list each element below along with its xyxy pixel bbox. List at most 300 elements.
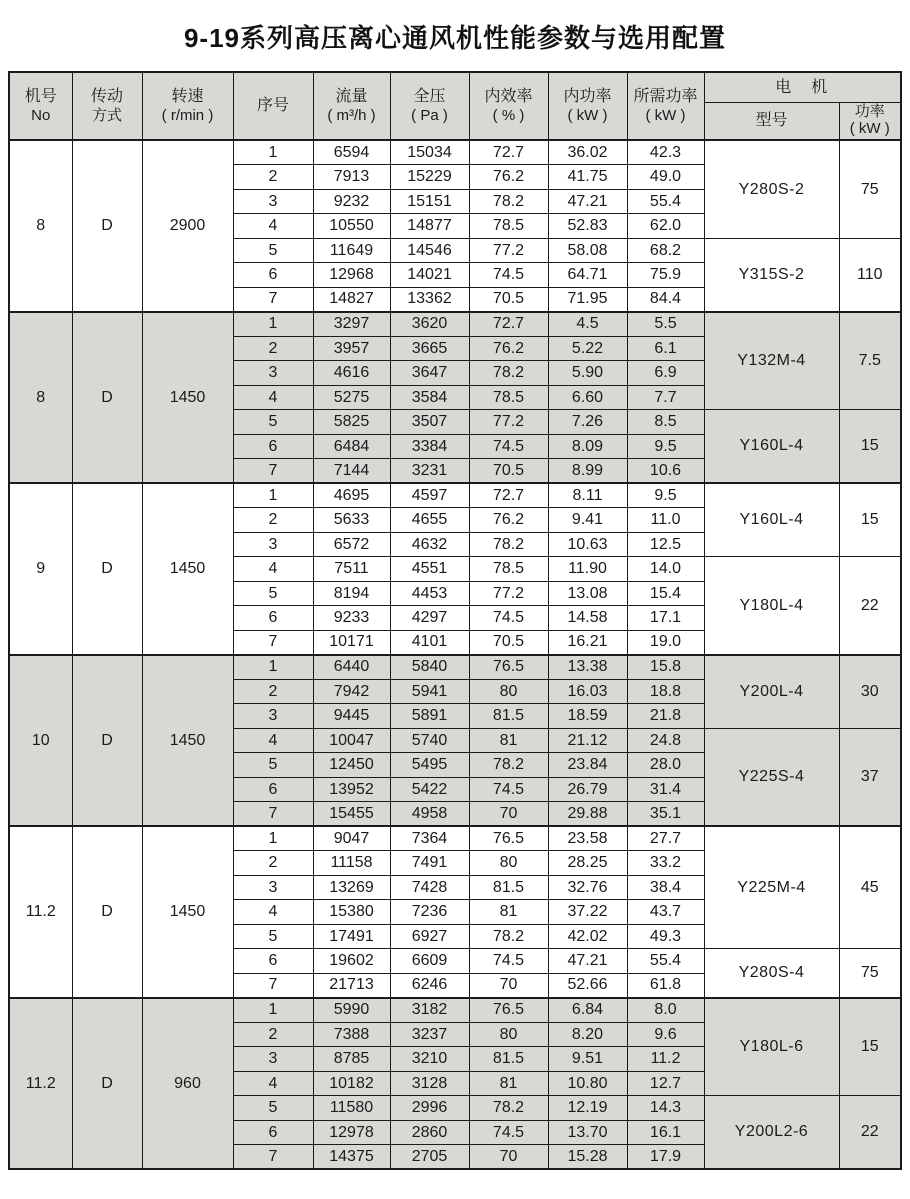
efficiency-cell: 81.5: [469, 1047, 548, 1072]
table-header: [9, 72, 901, 140]
efficiency-cell: 76.5: [469, 655, 548, 680]
required-power-cell: 38.4: [627, 875, 704, 900]
motor-power-cell: 75: [839, 949, 901, 998]
seq-cell: 6: [233, 949, 313, 974]
efficiency-cell: 78.2: [469, 753, 548, 778]
required-power-cell: 61.8: [627, 973, 704, 998]
total-pressure-cell: 15034: [390, 140, 469, 165]
internal-power-cell: 6.84: [548, 998, 627, 1023]
seq-cell: 1: [233, 998, 313, 1023]
total-pressure-cell: 15229: [390, 165, 469, 190]
drive-mode-cell: D: [72, 826, 142, 998]
seq-cell: 3: [233, 189, 313, 214]
efficiency-cell: 80: [469, 679, 548, 704]
internal-power-cell: 8.99: [548, 459, 627, 484]
required-power-cell: 28.0: [627, 753, 704, 778]
efficiency-cell: 81.5: [469, 704, 548, 729]
seq-cell: 1: [233, 312, 313, 337]
total-pressure-cell: 5840: [390, 655, 469, 680]
total-pressure-cell: 2860: [390, 1120, 469, 1145]
required-power-cell: 12.7: [627, 1071, 704, 1096]
required-power-cell: 14.3: [627, 1096, 704, 1121]
internal-power-cell: 16.03: [548, 679, 627, 704]
total-pressure-cell: 3231: [390, 459, 469, 484]
required-power-cell: 14.0: [627, 557, 704, 582]
header-drive-mode: 传动 方式: [72, 72, 142, 140]
seq-cell: 4: [233, 728, 313, 753]
drive-mode-cell: D: [72, 140, 142, 312]
internal-power-cell: 36.02: [548, 140, 627, 165]
flow-cell: 4616: [313, 361, 390, 386]
efficiency-cell: 77.2: [469, 238, 548, 263]
flow-cell: 19602: [313, 949, 390, 974]
internal-power-cell: 6.60: [548, 385, 627, 410]
efficiency-cell: 81.5: [469, 875, 548, 900]
header-motor-power: 功率 ( kW ): [839, 102, 901, 140]
required-power-cell: 62.0: [627, 214, 704, 239]
internal-power-cell: 64.71: [548, 263, 627, 288]
total-pressure-cell: 14546: [390, 238, 469, 263]
total-pressure-cell: 3210: [390, 1047, 469, 1072]
flow-cell: 17491: [313, 924, 390, 949]
total-pressure-cell: 3128: [390, 1071, 469, 1096]
flow-cell: 3297: [313, 312, 390, 337]
efficiency-cell: 77.2: [469, 410, 548, 435]
speed-cell: 1450: [142, 312, 233, 484]
drive-mode-cell: D: [72, 483, 142, 655]
total-pressure-cell: 3665: [390, 336, 469, 361]
flow-cell: 8785: [313, 1047, 390, 1072]
seq-cell: 3: [233, 361, 313, 386]
motor-power-cell: 15: [839, 410, 901, 484]
motor-power-cell: 22: [839, 1096, 901, 1170]
efficiency-cell: 78.5: [469, 214, 548, 239]
flow-cell: 6484: [313, 434, 390, 459]
efficiency-cell: 76.2: [469, 508, 548, 533]
total-pressure-cell: 4297: [390, 606, 469, 631]
efficiency-cell: 80: [469, 1022, 548, 1047]
flow-cell: 7388: [313, 1022, 390, 1047]
flow-cell: 7913: [313, 165, 390, 190]
internal-power-cell: 21.12: [548, 728, 627, 753]
flow-cell: 4695: [313, 483, 390, 508]
internal-power-cell: 5.22: [548, 336, 627, 361]
flow-cell: 10182: [313, 1071, 390, 1096]
efficiency-cell: 76.2: [469, 165, 548, 190]
total-pressure-cell: 4453: [390, 581, 469, 606]
seq-cell: 1: [233, 483, 313, 508]
flow-cell: 12978: [313, 1120, 390, 1145]
required-power-cell: 33.2: [627, 851, 704, 876]
efficiency-cell: 78.2: [469, 189, 548, 214]
speed-cell: 1450: [142, 483, 233, 655]
seq-cell: 1: [233, 655, 313, 680]
machine-no-cell: 11.2: [9, 826, 72, 998]
total-pressure-cell: 5891: [390, 704, 469, 729]
seq-cell: 2: [233, 679, 313, 704]
page-title: 9-19系列高压离心通风机性能参数与选用配置: [183, 23, 727, 53]
motor-power-cell: 22: [839, 557, 901, 655]
internal-power-cell: 14.58: [548, 606, 627, 631]
total-pressure-cell: 6609: [390, 949, 469, 974]
total-pressure-cell: 7236: [390, 900, 469, 925]
motor-power-cell: 15: [839, 483, 901, 557]
required-power-cell: 42.3: [627, 140, 704, 165]
speed-cell: 1450: [142, 655, 233, 827]
internal-power-cell: 5.90: [548, 361, 627, 386]
efficiency-cell: 74.5: [469, 1120, 548, 1145]
efficiency-cell: 81: [469, 1071, 548, 1096]
total-pressure-cell: 6246: [390, 973, 469, 998]
flow-cell: 3957: [313, 336, 390, 361]
required-power-cell: 15.8: [627, 655, 704, 680]
total-pressure-cell: 3584: [390, 385, 469, 410]
total-pressure-cell: 15151: [390, 189, 469, 214]
required-power-cell: 9.5: [627, 434, 704, 459]
flow-cell: 10550: [313, 214, 390, 239]
seq-cell: 7: [233, 630, 313, 655]
internal-power-cell: 28.25: [548, 851, 627, 876]
total-pressure-cell: 14877: [390, 214, 469, 239]
efficiency-cell: 78.2: [469, 924, 548, 949]
total-pressure-cell: 3647: [390, 361, 469, 386]
seq-cell: 4: [233, 900, 313, 925]
seq-cell: 6: [233, 434, 313, 459]
header-efficiency: 内效率 ( % ): [469, 72, 548, 140]
internal-power-cell: 12.19: [548, 1096, 627, 1121]
internal-power-cell: 58.08: [548, 238, 627, 263]
machine-no-cell: 11.2: [9, 998, 72, 1170]
required-power-cell: 68.2: [627, 238, 704, 263]
flow-cell: 9233: [313, 606, 390, 631]
internal-power-cell: 42.02: [548, 924, 627, 949]
required-power-cell: 17.1: [627, 606, 704, 631]
efficiency-cell: 72.7: [469, 140, 548, 165]
seq-cell: 3: [233, 704, 313, 729]
machine-no-cell: 10: [9, 655, 72, 827]
internal-power-cell: 11.90: [548, 557, 627, 582]
speed-cell: 1450: [142, 826, 233, 998]
required-power-cell: 43.7: [627, 900, 704, 925]
required-power-cell: 9.6: [627, 1022, 704, 1047]
total-pressure-cell: 4551: [390, 557, 469, 582]
total-pressure-cell: 7364: [390, 826, 469, 851]
flow-cell: 10171: [313, 630, 390, 655]
efficiency-cell: 81: [469, 728, 548, 753]
required-power-cell: 11.2: [627, 1047, 704, 1072]
seq-cell: 6: [233, 777, 313, 802]
seq-cell: 7: [233, 802, 313, 827]
seq-cell: 3: [233, 532, 313, 557]
seq-cell: 7: [233, 459, 313, 484]
motor-model-cell: Y200L-4: [704, 655, 839, 729]
internal-power-cell: 52.83: [548, 214, 627, 239]
seq-cell: 3: [233, 1047, 313, 1072]
efficiency-cell: 70: [469, 802, 548, 827]
internal-power-cell: 32.76: [548, 875, 627, 900]
flow-cell: 13269: [313, 875, 390, 900]
internal-power-cell: 4.5: [548, 312, 627, 337]
total-pressure-cell: 4958: [390, 802, 469, 827]
required-power-cell: 19.0: [627, 630, 704, 655]
header-internal-power: 内功率 ( kW ): [548, 72, 627, 140]
flow-cell: 5990: [313, 998, 390, 1023]
motor-model-cell: Y160L-4: [704, 410, 839, 484]
seq-cell: 5: [233, 410, 313, 435]
internal-power-cell: 8.20: [548, 1022, 627, 1047]
motor-power-cell: 15: [839, 998, 901, 1096]
drive-mode-cell: D: [72, 312, 142, 484]
flow-cell: 14375: [313, 1145, 390, 1170]
efficiency-cell: 76.5: [469, 826, 548, 851]
table-row: [9, 998, 901, 1023]
internal-power-cell: 10.63: [548, 532, 627, 557]
seq-cell: 7: [233, 1145, 313, 1170]
seq-cell: 2: [233, 165, 313, 190]
required-power-cell: 6.9: [627, 361, 704, 386]
seq-cell: 2: [233, 1022, 313, 1047]
required-power-cell: 24.8: [627, 728, 704, 753]
flow-cell: 7511: [313, 557, 390, 582]
table-row: [9, 826, 901, 851]
flow-cell: 6572: [313, 532, 390, 557]
required-power-cell: 55.4: [627, 189, 704, 214]
efficiency-cell: 80: [469, 851, 548, 876]
total-pressure-cell: 5740: [390, 728, 469, 753]
motor-model-cell: Y160L-4: [704, 483, 839, 557]
seq-cell: 2: [233, 851, 313, 876]
motor-power-cell: 7.5: [839, 312, 901, 410]
efficiency-cell: 81: [469, 900, 548, 925]
total-pressure-cell: 3384: [390, 434, 469, 459]
flow-cell: 15380: [313, 900, 390, 925]
flow-cell: 6594: [313, 140, 390, 165]
required-power-cell: 35.1: [627, 802, 704, 827]
internal-power-cell: 7.26: [548, 410, 627, 435]
drive-mode-cell: D: [72, 655, 142, 827]
seq-cell: 5: [233, 1096, 313, 1121]
flow-cell: 12450: [313, 753, 390, 778]
motor-power-cell: 110: [839, 238, 901, 312]
motor-model-cell: Y180L-6: [704, 998, 839, 1096]
internal-power-cell: 47.21: [548, 949, 627, 974]
internal-power-cell: 8.11: [548, 483, 627, 508]
internal-power-cell: 18.59: [548, 704, 627, 729]
header-machine-no: 机号 No: [9, 72, 72, 140]
seq-cell: 7: [233, 287, 313, 312]
seq-cell: 1: [233, 826, 313, 851]
required-power-cell: 12.5: [627, 532, 704, 557]
efficiency-cell: 76.2: [469, 336, 548, 361]
efficiency-cell: 74.5: [469, 434, 548, 459]
total-pressure-cell: 4101: [390, 630, 469, 655]
header-speed: 转速 ( r/min ): [142, 72, 233, 140]
required-power-cell: 8.5: [627, 410, 704, 435]
required-power-cell: 7.7: [627, 385, 704, 410]
flow-cell: 7144: [313, 459, 390, 484]
internal-power-cell: 9.41: [548, 508, 627, 533]
required-power-cell: 11.0: [627, 508, 704, 533]
internal-power-cell: 29.88: [548, 802, 627, 827]
seq-cell: 5: [233, 238, 313, 263]
flow-cell: 7942: [313, 679, 390, 704]
speed-cell: 2900: [142, 140, 233, 312]
efficiency-cell: 78.5: [469, 385, 548, 410]
internal-power-cell: 8.09: [548, 434, 627, 459]
internal-power-cell: 15.28: [548, 1145, 627, 1170]
efficiency-cell: 76.5: [469, 998, 548, 1023]
required-power-cell: 15.4: [627, 581, 704, 606]
efficiency-cell: 74.5: [469, 606, 548, 631]
seq-cell: 3: [233, 875, 313, 900]
required-power-cell: 10.6: [627, 459, 704, 484]
flow-cell: 15455: [313, 802, 390, 827]
internal-power-cell: 13.38: [548, 655, 627, 680]
internal-power-cell: 41.75: [548, 165, 627, 190]
total-pressure-cell: 14021: [390, 263, 469, 288]
internal-power-cell: 9.51: [548, 1047, 627, 1072]
seq-cell: 1: [233, 140, 313, 165]
required-power-cell: 8.0: [627, 998, 704, 1023]
efficiency-cell: 72.7: [469, 483, 548, 508]
required-power-cell: 49.3: [627, 924, 704, 949]
internal-power-cell: 47.21: [548, 189, 627, 214]
flow-cell: 5275: [313, 385, 390, 410]
total-pressure-cell: 5422: [390, 777, 469, 802]
required-power-cell: 27.7: [627, 826, 704, 851]
flow-cell: 6440: [313, 655, 390, 680]
seq-cell: 2: [233, 508, 313, 533]
total-pressure-cell: 4632: [390, 532, 469, 557]
required-power-cell: 75.9: [627, 263, 704, 288]
total-pressure-cell: 3620: [390, 312, 469, 337]
internal-power-cell: 13.08: [548, 581, 627, 606]
total-pressure-cell: 4597: [390, 483, 469, 508]
efficiency-cell: 70.5: [469, 630, 548, 655]
required-power-cell: 6.1: [627, 336, 704, 361]
seq-cell: 7: [233, 973, 313, 998]
flow-cell: 13952: [313, 777, 390, 802]
motor-model-cell: Y225M-4: [704, 826, 839, 949]
header-flow: 流量 ( m³/h ): [313, 72, 390, 140]
flow-cell: 10047: [313, 728, 390, 753]
total-pressure-cell: 3182: [390, 998, 469, 1023]
table-body: [9, 140, 901, 1169]
seq-cell: 2: [233, 336, 313, 361]
header-total-pressure: 全压 ( Pa ): [390, 72, 469, 140]
internal-power-cell: 13.70: [548, 1120, 627, 1145]
internal-power-cell: 26.79: [548, 777, 627, 802]
seq-cell: 6: [233, 606, 313, 631]
flow-cell: 12968: [313, 263, 390, 288]
required-power-cell: 17.9: [627, 1145, 704, 1170]
internal-power-cell: 52.66: [548, 973, 627, 998]
total-pressure-cell: 5495: [390, 753, 469, 778]
seq-cell: 6: [233, 263, 313, 288]
seq-cell: 5: [233, 924, 313, 949]
table-row: [9, 655, 901, 680]
total-pressure-cell: 7491: [390, 851, 469, 876]
flow-cell: 11580: [313, 1096, 390, 1121]
efficiency-cell: 78.2: [469, 532, 548, 557]
efficiency-cell: 72.7: [469, 312, 548, 337]
efficiency-cell: 74.5: [469, 777, 548, 802]
required-power-cell: 18.8: [627, 679, 704, 704]
flow-cell: 9445: [313, 704, 390, 729]
internal-power-cell: 16.21: [548, 630, 627, 655]
total-pressure-cell: 5941: [390, 679, 469, 704]
required-power-cell: 84.4: [627, 287, 704, 312]
efficiency-cell: 74.5: [469, 263, 548, 288]
internal-power-cell: 71.95: [548, 287, 627, 312]
required-power-cell: 16.1: [627, 1120, 704, 1145]
internal-power-cell: 23.58: [548, 826, 627, 851]
required-power-cell: 31.4: [627, 777, 704, 802]
flow-cell: 5825: [313, 410, 390, 435]
flow-cell: 9047: [313, 826, 390, 851]
motor-model-cell: Y280S-2: [704, 140, 839, 238]
required-power-cell: 9.5: [627, 483, 704, 508]
seq-cell: 4: [233, 385, 313, 410]
efficiency-cell: 78.2: [469, 1096, 548, 1121]
table-row: [9, 483, 901, 508]
efficiency-cell: 70: [469, 973, 548, 998]
machine-no-cell: 8: [9, 312, 72, 484]
header-seq: 序号: [233, 72, 313, 140]
header-motor: 电 机: [704, 72, 901, 102]
header-required-power: 所需功率 ( kW ): [627, 72, 704, 140]
seq-cell: 5: [233, 753, 313, 778]
motor-power-cell: 75: [839, 140, 901, 238]
motor-model-cell: Y180L-4: [704, 557, 839, 655]
required-power-cell: 49.0: [627, 165, 704, 190]
seq-cell: 4: [233, 557, 313, 582]
total-pressure-cell: 4655: [390, 508, 469, 533]
fan-performance-table: [8, 71, 902, 1170]
internal-power-cell: 37.22: [548, 900, 627, 925]
total-pressure-cell: 3507: [390, 410, 469, 435]
total-pressure-cell: 7428: [390, 875, 469, 900]
total-pressure-cell: 2705: [390, 1145, 469, 1170]
header-row-top: [9, 72, 901, 102]
table-row: [9, 140, 901, 165]
flow-cell: 9232: [313, 189, 390, 214]
required-power-cell: 21.8: [627, 704, 704, 729]
total-pressure-cell: 2996: [390, 1096, 469, 1121]
efficiency-cell: 70.5: [469, 287, 548, 312]
motor-model-cell: Y225S-4: [704, 728, 839, 826]
required-power-cell: 5.5: [627, 312, 704, 337]
total-pressure-cell: 3237: [390, 1022, 469, 1047]
seq-cell: 5: [233, 581, 313, 606]
internal-power-cell: 23.84: [548, 753, 627, 778]
flow-cell: 5633: [313, 508, 390, 533]
table-row: [9, 312, 901, 337]
header-motor-model: 型号: [704, 102, 839, 140]
flow-cell: 14827: [313, 287, 390, 312]
flow-cell: 8194: [313, 581, 390, 606]
motor-power-cell: 30: [839, 655, 901, 729]
flow-cell: 11649: [313, 238, 390, 263]
required-power-cell: 55.4: [627, 949, 704, 974]
seq-cell: 4: [233, 214, 313, 239]
efficiency-cell: 70.5: [469, 459, 548, 484]
seq-cell: 4: [233, 1071, 313, 1096]
efficiency-cell: 74.5: [469, 949, 548, 974]
total-pressure-cell: 6927: [390, 924, 469, 949]
internal-power-cell: 10.80: [548, 1071, 627, 1096]
total-pressure-cell: 13362: [390, 287, 469, 312]
